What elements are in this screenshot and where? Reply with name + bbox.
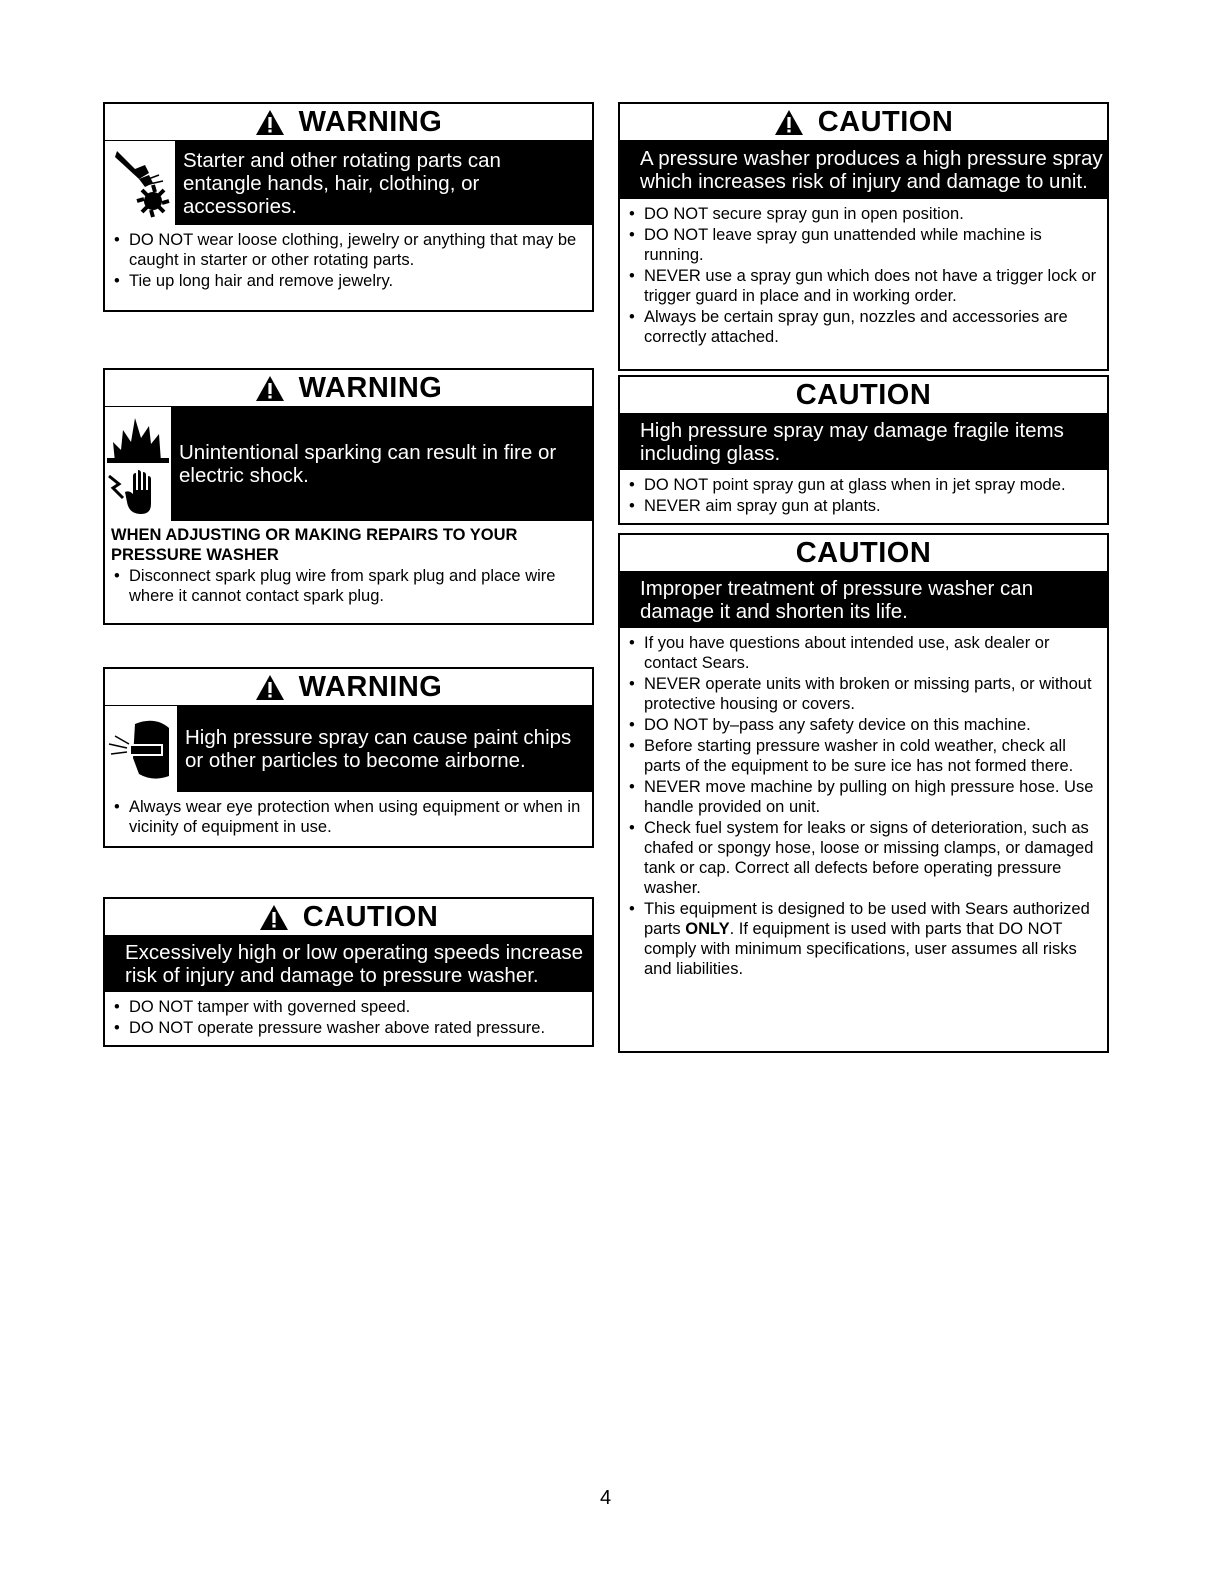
warning-header: [105, 370, 592, 407]
list-item: • If you have questions about intended use, ask dealer or contact Sears.: [626, 633, 1101, 673]
heading-text: CAUTION: [795, 378, 932, 411]
list-item: • DO NOT by–pass any safety device on this machine.: [626, 715, 1101, 735]
precaution-list: [620, 199, 1107, 352]
page-number: 4: [599, 1487, 612, 1509]
list-item: • DO NOT point spray gun at glass when in jet spray mode.: [626, 475, 1101, 495]
hazard-text: Excessively high or low operating speeds increase risk of injury and damage to pressure washer.: [125, 941, 584, 987]
list-item: • DO NOT leave spray gun unattended while machine is running.: [626, 225, 1101, 265]
hazard-band: [620, 572, 1107, 628]
caution-box-fragile-items: [618, 375, 1109, 525]
heading-text: WARNING: [298, 105, 443, 138]
precaution-list: [105, 792, 592, 842]
precaution-list: [105, 566, 592, 611]
list-item: • Tie up long hair and remove jewelry.: [111, 271, 586, 291]
emphasis-only: ONLY: [685, 920, 730, 938]
electric-shock-icon: [105, 464, 171, 516]
list-item: • Before starting pressure washer in cold weather, check all parts of the equipment to be sure ice has not formed there.: [626, 736, 1101, 776]
list-item: • NEVER use a spray gun which does not have a trigger lock or trigger guard in place and in working order.: [626, 266, 1101, 306]
heading-text: WARNING: [298, 670, 443, 703]
list-item: • DO NOT tamper with governed speed.: [111, 997, 586, 1017]
caution-header: [620, 535, 1107, 572]
hazard-text: Starter and other rotating parts can entangle hands, hair, clothing, or accessories.: [183, 148, 501, 218]
heading-text: WARNING: [298, 371, 443, 404]
precaution-list: [620, 470, 1107, 521]
caution-header: [620, 377, 1107, 414]
hazard-text: Unintentional sparking can result in fire or electric shock.: [179, 441, 557, 487]
warning-header: [105, 669, 592, 706]
warning-triangle-icon: [255, 375, 285, 402]
warning-box-entanglement: [103, 102, 594, 312]
hazard-band: [105, 706, 592, 792]
list-item: • DO NOT wear loose clothing, jewelry or anything that may be caught in starter or other rotating parts.: [111, 230, 586, 270]
hazard-text: Improper treatment of pressure washer can damage it and shorten its life.: [640, 577, 1034, 623]
heading-text: CAUTION: [795, 536, 932, 569]
heading-text: CAUTION: [817, 105, 954, 138]
list-item: • Always wear eye protection when using equipment or when in vicinity of equipment in use.: [111, 797, 586, 837]
caution-triangle-icon: [259, 904, 289, 931]
list-item: • NEVER operate units with broken or missing parts, or without protective housing or covers.: [626, 674, 1101, 714]
list-item: • NEVER move machine by pulling on high pressure hose. Use handle provided on unit.: [626, 777, 1101, 817]
caution-box-improper-treatment: [618, 533, 1109, 1053]
hazard-band: [105, 936, 592, 992]
caution-triangle-icon: [774, 109, 804, 136]
eye-protection-icon: [105, 706, 177, 792]
hazard-band: [620, 141, 1107, 199]
fire-icon: [105, 412, 171, 464]
list-item: [626, 899, 1101, 979]
list-item: • NEVER aim spray gun at plants.: [626, 496, 1101, 516]
subheading: WHEN ADJUSTING OR MAKING REPAIRS TO YOUR PRESSURE WASHER: [111, 526, 518, 564]
hazard-band: [105, 141, 592, 225]
heading-text: CAUTION: [302, 900, 439, 933]
item-text: This equipment is designed to be used with Sears authorized parts: [644, 900, 1090, 938]
caution-header: [105, 899, 592, 936]
caution-box-operating-speeds: [103, 897, 594, 1047]
list-item: • DO NOT operate pressure washer above rated pressure.: [111, 1018, 586, 1038]
warning-box-sparking: [103, 368, 594, 625]
list-item: • DO NOT secure spray gun in open position.: [626, 204, 1101, 224]
warning-triangle-icon: [255, 674, 285, 701]
hazard-band: [105, 407, 592, 521]
fire-shock-icons: [105, 407, 171, 521]
hazard-band: [620, 414, 1107, 470]
caution-header: [620, 104, 1107, 141]
precaution-list: [105, 992, 592, 1043]
list-item: • Check fuel system for leaks or signs of deterioration, such as chafed or spongy hose, loose or missing clamps, or damaged tank or cap. Correct all defects before operating pressure washer.: [626, 818, 1101, 898]
hazard-text: High pressure spray may damage fragile items including glass.: [640, 419, 1064, 465]
warning-header: [105, 104, 592, 141]
precaution-list: [105, 225, 592, 296]
precaution-list: [620, 628, 1107, 984]
warning-box-airborne-particles: [103, 667, 594, 848]
item-text: . If equipment is used with parts that DO NOT comply with minimum specifications, user assumes all risks and liabilities.: [644, 920, 1077, 978]
hazard-text: A pressure washer produces a high pressure spray which increases risk of injury and damage to unit.: [640, 147, 1103, 193]
warning-triangle-icon: [255, 109, 285, 136]
list-item: • Disconnect spark plug wire from spark plug and place wire where it cannot contact spark plug.: [111, 566, 586, 606]
list-item: • Always be certain spray gun, nozzles and accessories are correctly attached.: [626, 307, 1101, 347]
hazard-text: High pressure spray can cause paint chips or other particles to become airborne.: [185, 726, 572, 772]
entanglement-hazard-icon: [105, 141, 175, 225]
caution-box-high-pressure-spray: [618, 102, 1109, 371]
